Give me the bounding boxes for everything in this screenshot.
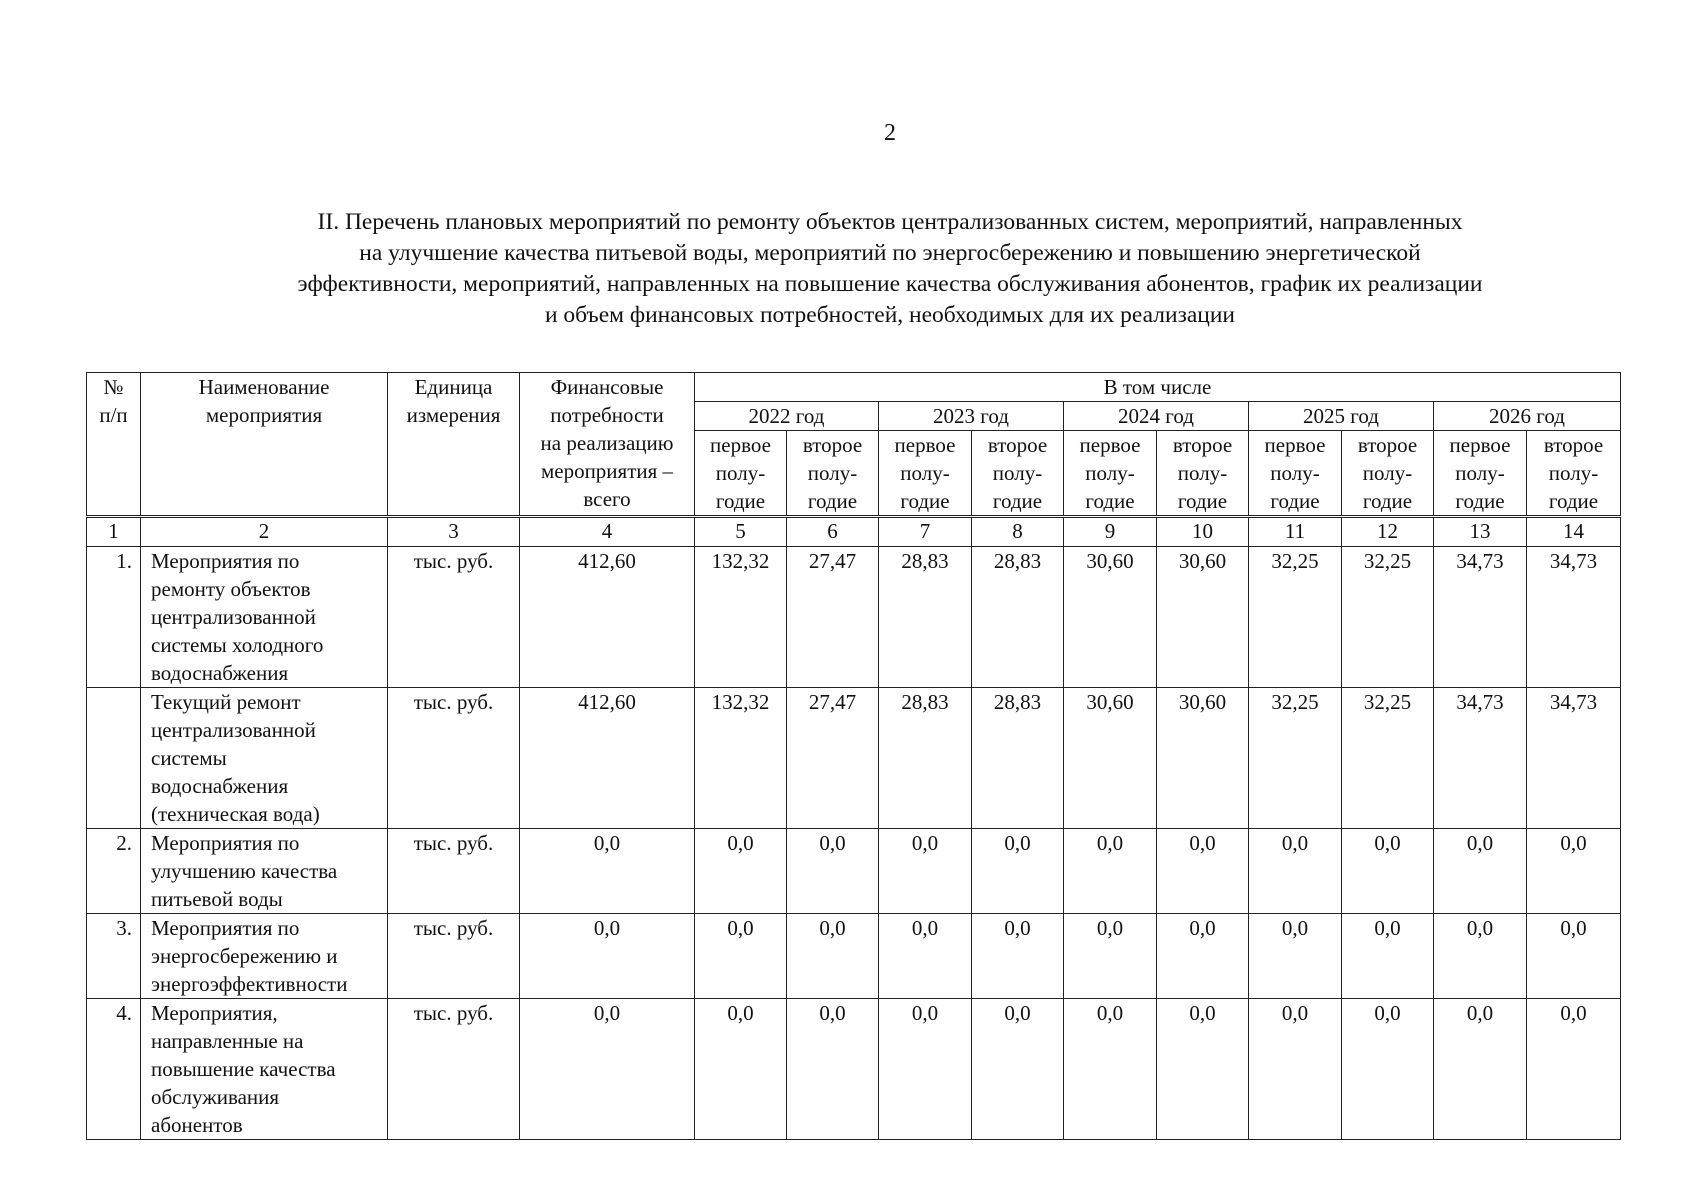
header-year: 2025 год <box>1249 402 1434 431</box>
header-first-half: первое полу- годие <box>1434 431 1527 517</box>
row-value: 32,25 <box>1342 547 1434 688</box>
column-number: 10 <box>1157 517 1249 547</box>
row-total: 0,0 <box>520 829 695 914</box>
column-number: 13 <box>1434 517 1527 547</box>
column-number: 7 <box>879 517 972 547</box>
header-year: 2024 год <box>1064 402 1249 431</box>
row-value: 0,0 <box>1157 914 1249 999</box>
row-value: 0,0 <box>879 914 972 999</box>
row-unit: тыс. руб. <box>388 547 520 688</box>
column-number: 2 <box>141 517 388 547</box>
column-number-row <box>87 517 1621 547</box>
row-value: 28,83 <box>879 547 972 688</box>
row-unit: тыс. руб. <box>388 999 520 1140</box>
row-total: 0,0 <box>520 999 695 1140</box>
header-num: № п/п <box>87 373 141 517</box>
header-total: Финансовые потребности на реализацию мероприятия – всего <box>520 373 695 517</box>
column-number: 4 <box>520 517 695 547</box>
table-row <box>87 999 1621 1140</box>
row-value: 0,0 <box>1249 999 1342 1140</box>
header-first-half: первое полу- годие <box>879 431 972 517</box>
header-year: 2026 год <box>1434 402 1621 431</box>
row-name: Текущий ремонт централизованной системы водоснабжения (техническая вода) <box>141 688 388 829</box>
row-name: Мероприятия по улучшению качества питьевой воды <box>141 829 388 914</box>
row-value: 32,25 <box>1249 688 1342 829</box>
row-value: 27,47 <box>787 688 879 829</box>
row-value: 0,0 <box>1064 829 1157 914</box>
title-line: и объем финансовых потребностей, необходимых для их реализации <box>544 302 1236 328</box>
column-number: 3 <box>388 517 520 547</box>
row-value: 0,0 <box>879 999 972 1140</box>
row-number: 1. <box>87 547 141 688</box>
row-value: 0,0 <box>972 829 1064 914</box>
row-name: Мероприятия по энергосбережению и энергоэффективности <box>141 914 388 999</box>
row-total: 412,60 <box>520 688 695 829</box>
column-number: 11 <box>1249 517 1342 547</box>
title-line: на улучшение качества питьевой воды, мероприятий по энергосбережению и повышению энергетической <box>359 240 1421 266</box>
row-total: 0,0 <box>520 914 695 999</box>
row-value: 0,0 <box>1434 914 1527 999</box>
title-line: эффективности, мероприятий, направленных на повышение качества обслуживания абонентов, график их реализации <box>297 271 1483 297</box>
row-value: 0,0 <box>695 999 787 1140</box>
row-value: 0,0 <box>1064 914 1157 999</box>
table-row <box>87 547 1621 688</box>
row-value: 28,83 <box>972 547 1064 688</box>
document-title <box>100 207 1680 331</box>
table-row <box>87 829 1621 914</box>
header-row-1 <box>87 373 1621 402</box>
row-value: 0,0 <box>1342 914 1434 999</box>
row-value: 132,32 <box>695 547 787 688</box>
row-value: 28,83 <box>972 688 1064 829</box>
row-value: 34,73 <box>1434 547 1527 688</box>
table-row <box>87 914 1621 999</box>
row-value: 0,0 <box>787 914 879 999</box>
header-unit: Единица измерения <box>388 373 520 517</box>
header-second-half: второе полу- годие <box>787 431 879 517</box>
row-number: 3. <box>87 914 141 999</box>
column-number: 6 <box>787 517 879 547</box>
row-value: 0,0 <box>1527 914 1621 999</box>
row-value: 34,73 <box>1527 688 1621 829</box>
row-value: 30,60 <box>1064 688 1157 829</box>
row-value: 34,73 <box>1527 547 1621 688</box>
row-name: Мероприятия по ремонту объектов централизованной системы холодного водоснабжения <box>141 547 388 688</box>
row-value: 0,0 <box>1527 999 1621 1140</box>
row-value: 0,0 <box>695 914 787 999</box>
row-unit: тыс. руб. <box>388 688 520 829</box>
row-value: 0,0 <box>787 829 879 914</box>
row-value: 0,0 <box>1157 829 1249 914</box>
row-value: 27,47 <box>787 547 879 688</box>
column-number: 14 <box>1527 517 1621 547</box>
row-value: 34,73 <box>1434 688 1527 829</box>
row-value: 0,0 <box>1249 914 1342 999</box>
row-value: 30,60 <box>1157 547 1249 688</box>
row-value: 0,0 <box>1157 999 1249 1140</box>
column-number: 12 <box>1342 517 1434 547</box>
row-value: 0,0 <box>972 999 1064 1140</box>
header-name: Наименование мероприятия <box>141 373 388 517</box>
row-total: 412,60 <box>520 547 695 688</box>
column-number: 8 <box>972 517 1064 547</box>
row-value: 32,25 <box>1342 688 1434 829</box>
header-first-half: первое полу- годие <box>695 431 787 517</box>
header-year: 2022 год <box>695 402 879 431</box>
header-second-half: второе полу- годие <box>1157 431 1249 517</box>
header-second-half: второе полу- годие <box>1527 431 1621 517</box>
row-value: 30,60 <box>1157 688 1249 829</box>
row-value: 0,0 <box>1342 999 1434 1140</box>
row-value: 0,0 <box>1064 999 1157 1140</box>
row-number <box>87 688 141 829</box>
row-number: 4. <box>87 999 141 1140</box>
row-value: 132,32 <box>695 688 787 829</box>
table-row <box>87 688 1621 829</box>
row-value: 0,0 <box>1249 829 1342 914</box>
row-name: Мероприятия, направленные на повышение качества обслуживания абонентов <box>141 999 388 1140</box>
row-number: 2. <box>87 829 141 914</box>
row-value: 0,0 <box>972 914 1064 999</box>
title-line: II. Перечень плановых мероприятий по ремонту объектов централизованных систем, мероприятий, направленных <box>317 209 1463 235</box>
row-value: 0,0 <box>1434 829 1527 914</box>
row-value: 0,0 <box>695 829 787 914</box>
row-unit: тыс. руб. <box>388 829 520 914</box>
row-value: 0,0 <box>1342 829 1434 914</box>
header-second-half: второе полу- годие <box>972 431 1064 517</box>
row-value: 0,0 <box>879 829 972 914</box>
header-year: 2023 год <box>879 402 1064 431</box>
header-including: В том числе <box>695 373 1621 402</box>
row-unit: тыс. руб. <box>388 914 520 999</box>
plan-table <box>86 372 1621 1140</box>
column-number: 5 <box>695 517 787 547</box>
page-number: 2 <box>884 120 896 146</box>
row-value: 32,25 <box>1249 547 1342 688</box>
column-number: 9 <box>1064 517 1157 547</box>
row-value: 0,0 <box>787 999 879 1140</box>
header-first-half: первое полу- годие <box>1064 431 1157 517</box>
row-value: 0,0 <box>1527 829 1621 914</box>
row-value: 30,60 <box>1064 547 1157 688</box>
column-number: 1 <box>87 517 141 547</box>
row-value: 28,83 <box>879 688 972 829</box>
row-value: 0,0 <box>1434 999 1527 1140</box>
header-second-half: второе полу- годие <box>1342 431 1434 517</box>
header-first-half: первое полу- годие <box>1249 431 1342 517</box>
